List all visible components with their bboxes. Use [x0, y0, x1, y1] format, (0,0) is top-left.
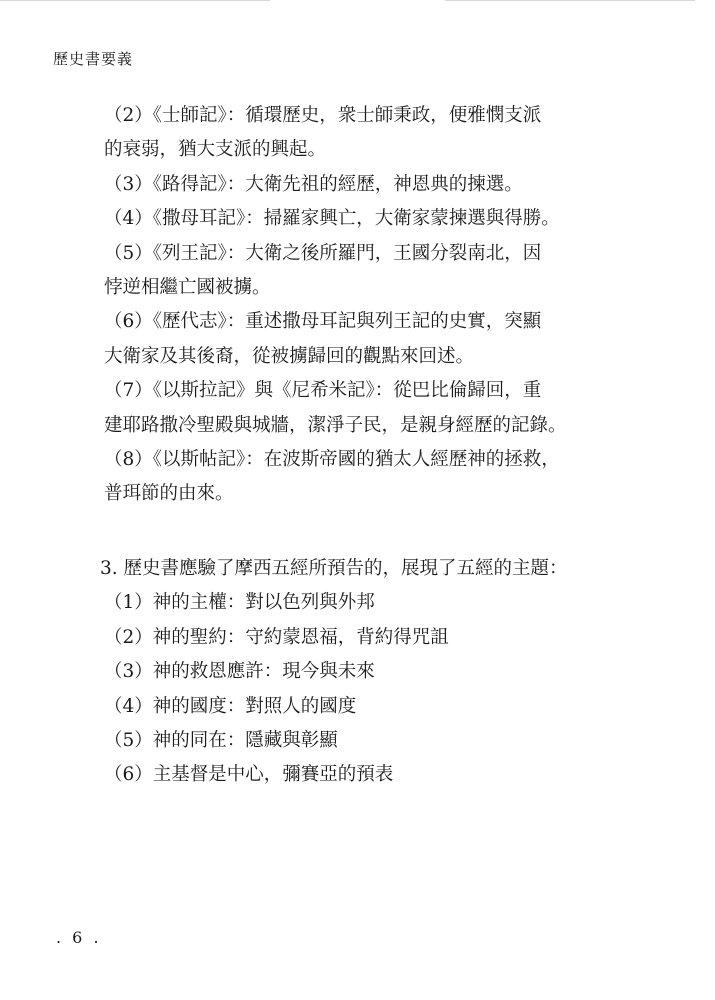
- scan-edge-right: [445, 0, 695, 1]
- book-chronicles: [104, 305, 604, 374]
- page-number: . 6 .: [56, 928, 102, 947]
- section-3-heading: 3. 歷史書應驗了摩西五經所預告的，展現了五經的主題：: [100, 557, 568, 579]
- theme-item-kingdom: （4）神的國度：對照人的國度: [104, 695, 357, 717]
- book-judges-line-1: （2）《士師記》：循環歷史，衆士師秉政，便雅憫支派: [104, 105, 542, 126]
- book-kings-line-2: 悖逆相繼亡國被擄。: [104, 277, 271, 299]
- book-ezra-nehemiah-line-2: 建耶路撒冷聖殿與城牆，潔淨子民，是親身經歷的記錄。: [104, 414, 567, 436]
- book-judges-line-2: 的衰弱，猶大支派的興起。: [104, 139, 327, 161]
- book-esther-line-2: 普珥節的由來。: [104, 483, 234, 505]
- theme-item-sovereignty: （1）神的主權：對以色列與外邦: [104, 592, 375, 614]
- book-chronicles-line-2: 大衛家及其後裔，從被擄歸回的觀點來回述。: [104, 345, 475, 367]
- book-ruth-line-1: （3）《路得記》：大衛先祖的經歷，神恩典的揀選。: [104, 173, 523, 195]
- book-samuel: [104, 202, 604, 236]
- theme-item-salvation: （3）神的救恩應許：現今與未來: [104, 661, 375, 683]
- book-kings-line-1: （5）《列王記》：大衛之後所羅門，王國分裂南北，因: [104, 242, 542, 264]
- theme-item-presence: （5）神的同在：隱藏與彰顯: [104, 729, 338, 751]
- book-esther-line-1: （8）《以斯帖記》：在波斯帝國的猶太人經歷神的拯救，: [104, 449, 560, 471]
- book-judges: [104, 99, 604, 168]
- book-kings: [104, 237, 604, 306]
- book-ezra-nehemiah-line-1: （7）《以斯拉記》與《尼希米記》：從巴比倫歸回，重: [104, 380, 542, 402]
- theme-item-christ-center: （6）主基督是中心，彌賽亞的預表: [104, 764, 394, 786]
- book-ruth: [104, 168, 604, 202]
- book-esther: [104, 443, 604, 512]
- book-chronicles-line-1: （6）《歷代志》：重述撒母耳記與列王記的史實，突顯: [104, 311, 542, 333]
- book-ezra-nehemiah: [104, 374, 604, 443]
- book-samuel-line-1: （4）《撒母耳記》：掃羅家興亡，大衛家蒙揀選與得勝。: [104, 208, 560, 230]
- running-header-title: 歷史書要義: [53, 50, 134, 68]
- scan-edge-left: [0, 0, 270, 1]
- theme-item-covenant: （2）神的聖約：守約蒙恩福，背約得咒詛: [104, 626, 449, 648]
- section-spacer: [104, 512, 604, 552]
- page-body: [100, 99, 604, 793]
